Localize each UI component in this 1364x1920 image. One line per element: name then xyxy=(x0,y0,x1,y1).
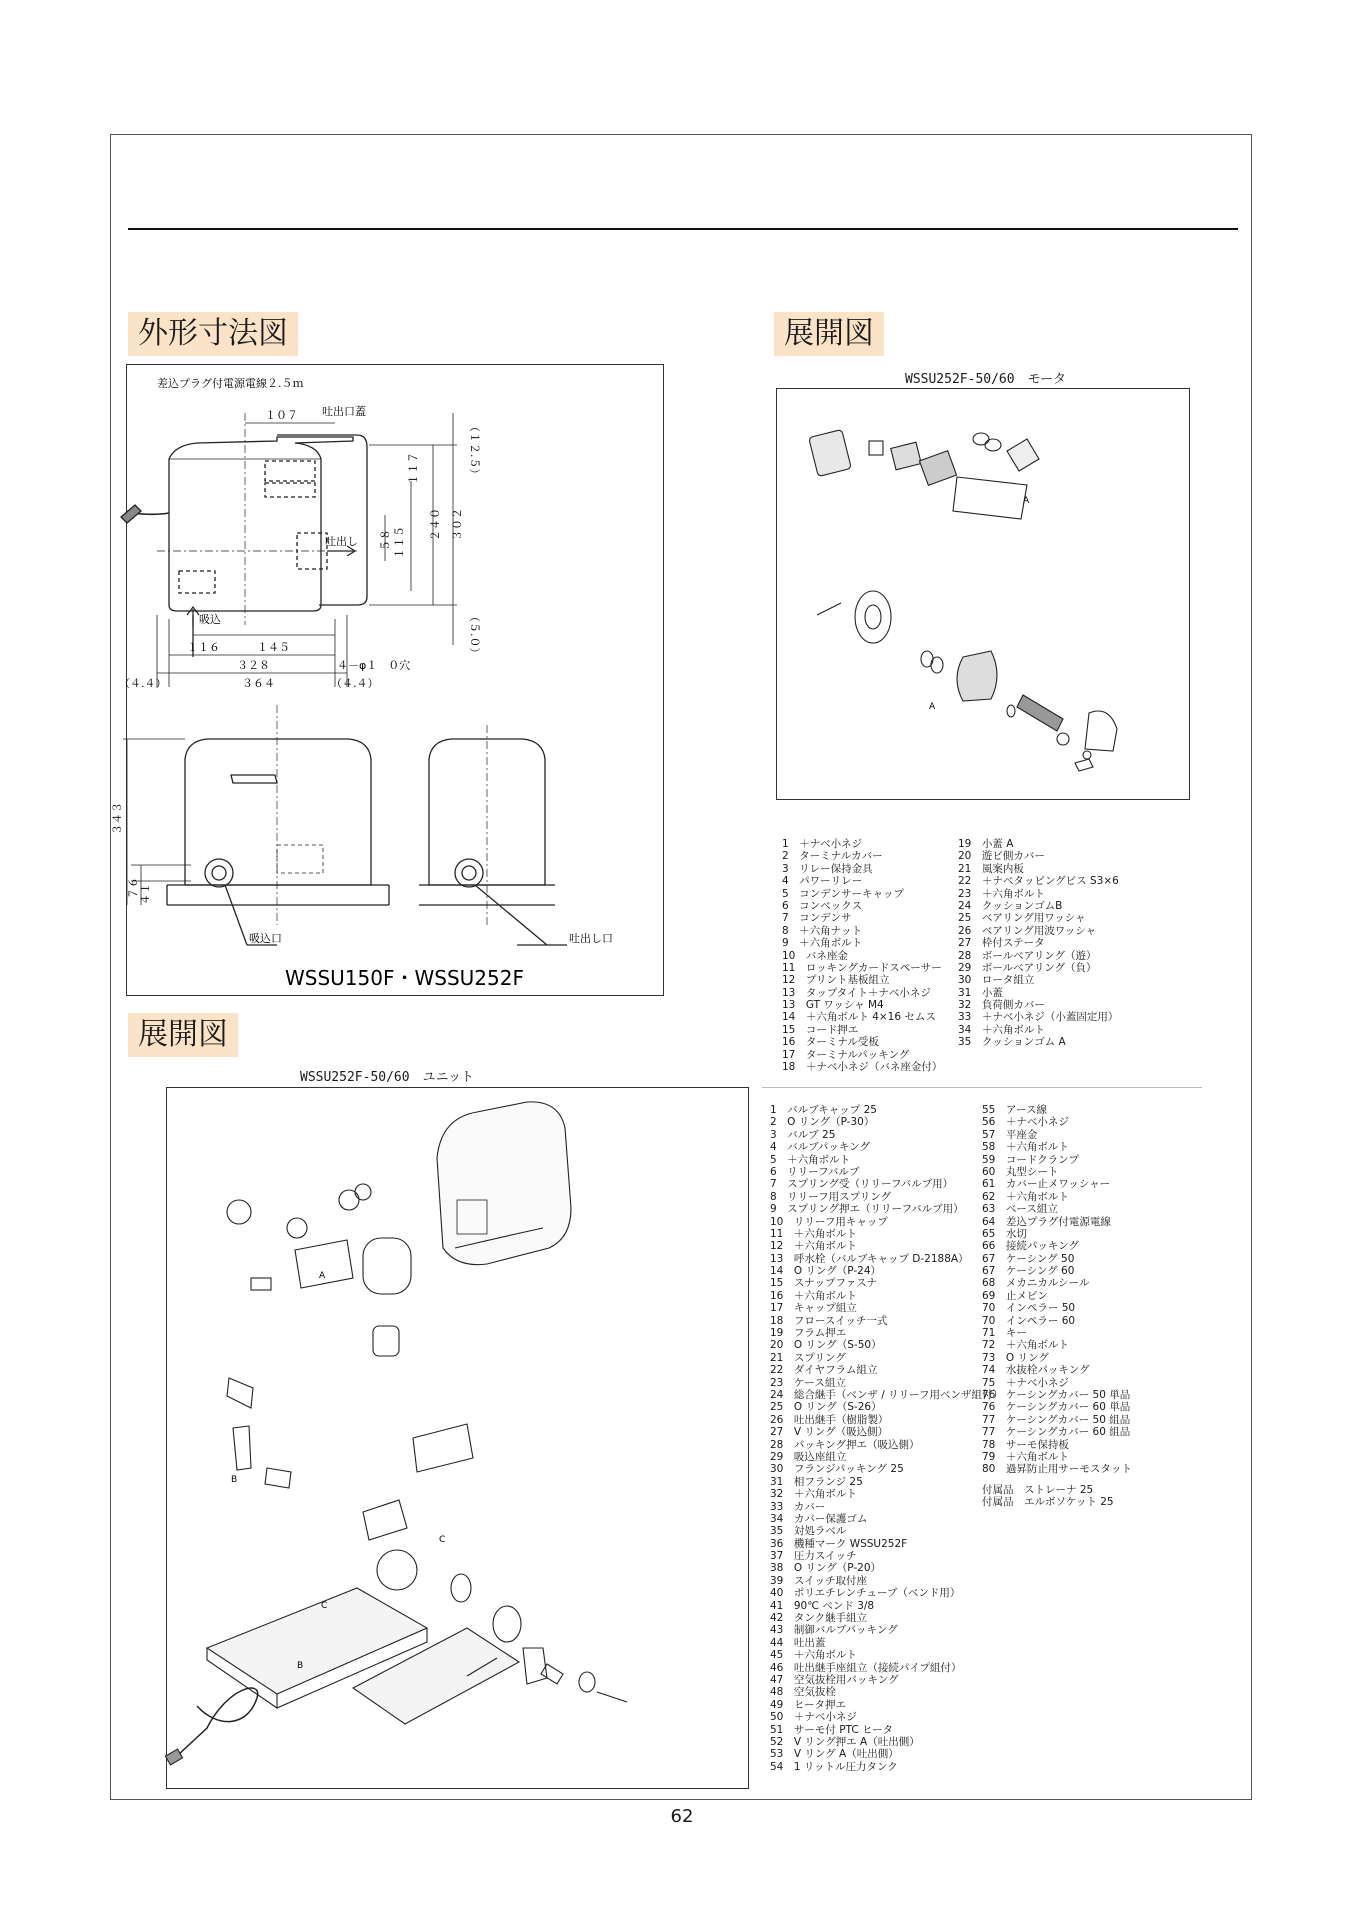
parts-list-item: 36 機種マーク WSSU252F xyxy=(770,1537,908,1550)
top-view-body xyxy=(169,437,353,611)
unit-accessories xyxy=(982,1484,1114,1509)
parts-list-item: 32 負荷側カバー xyxy=(958,999,1045,1012)
parts-list-item: 63 ベース組立 xyxy=(982,1203,1058,1216)
dim-302: ３０２ xyxy=(451,508,464,541)
intake-label: 吸込 xyxy=(199,613,221,626)
parts-list-item: 17 ターミナルパッキング xyxy=(782,1048,910,1061)
parts-list-item: 31 相フランジ 25 xyxy=(770,1475,863,1488)
parts-list-item: 24 クッションゴムB xyxy=(958,899,1063,912)
parts-list-item: 20 遊ビ側カバー xyxy=(958,850,1045,863)
parts-list-item: 付属品 ストレーナ 25 xyxy=(982,1484,1094,1496)
parts-list-item: 28 ボールベアリング（遊） xyxy=(958,949,1097,962)
dim-4-4-right: （４.４） xyxy=(331,677,379,690)
parts-list-item: 40 ポリエチレンチューブ（ベンド用） xyxy=(770,1587,961,1600)
parts-list-item: 9 スプリング押エ（リリーフバルブ用） xyxy=(770,1203,964,1216)
parts-list-item: 55 アース線 xyxy=(982,1104,1048,1116)
parts-list-item: 9 ＋六角ボルト xyxy=(782,937,863,950)
parts-list-item: 70 インペラー 60 xyxy=(982,1314,1076,1327)
parts-list-item: 51 サーモ付 PTC ヒータ xyxy=(770,1723,894,1736)
parts-list-item: 32 ＋六角ボルト xyxy=(770,1488,857,1501)
parts-list-item: 57 平座金 xyxy=(982,1128,1038,1141)
parts-list-item: 77 ケーシングカバー 60 組品 xyxy=(982,1426,1131,1439)
outline-drawing-panel xyxy=(111,364,664,996)
parts-divider xyxy=(762,1087,1202,1088)
parts-list-item: 67 ケーシング 60 xyxy=(982,1265,1075,1278)
side-outlet-label: 吐出し口 xyxy=(569,932,613,945)
dim-116: １１６ xyxy=(187,641,220,654)
dim-364: ３６４ xyxy=(242,677,275,690)
parts-list-item: 25 O リング（S-26） xyxy=(770,1401,882,1414)
parts-list-item: 35 クッションゴム A xyxy=(958,1036,1066,1049)
parts-list-item: 14 ＋六角ボルト 4×16 セムス xyxy=(782,1011,936,1024)
parts-list-item: 68 メカニカルシール xyxy=(982,1277,1090,1290)
parts-list-item: 44 吐出蓋 xyxy=(770,1636,826,1649)
parts-list-item: 23 ケース組立 xyxy=(770,1376,846,1389)
unit-letter-a: A xyxy=(319,1271,326,1281)
motor-caption: WSSU252F-50/60 モータ xyxy=(905,372,1067,387)
dim-343: ３４３ xyxy=(111,802,124,835)
parts-list-item: 72 ＋六角ボルト xyxy=(982,1339,1069,1352)
dim-12-5: （１２.５） xyxy=(468,421,481,480)
parts-list-item: 53 V リング A（吐出側） xyxy=(770,1748,899,1761)
parts-list-item: 5 ＋六角ボルト xyxy=(770,1153,851,1166)
parts-list-item: 25 ベアリング用ワッシャ xyxy=(958,912,1086,925)
parts-list-item: 46 吐出継手座組立（接続パイプ組付） xyxy=(770,1661,962,1674)
dim-145: １４５ xyxy=(257,641,290,654)
dim-117: １１７ xyxy=(407,452,420,485)
parts-list-item: 16 ＋六角ボルト xyxy=(770,1289,857,1302)
dim-115: １１５ xyxy=(393,526,406,559)
dim-328: ３２８ xyxy=(237,659,270,672)
parts-list-item: 78 サーモ保持板 xyxy=(982,1438,1069,1451)
parts-list-item: 64 差込プラグ付電源電線 xyxy=(982,1215,1111,1228)
model-label: WSSU150F・WSSU252F xyxy=(285,966,524,990)
front-view-body xyxy=(185,739,371,885)
parts-list-item: 73 O リング xyxy=(982,1351,1049,1364)
parts-list-item: 35 対処ラベル xyxy=(770,1525,847,1538)
dim-240: ２４０ xyxy=(429,508,442,541)
parts-list-item: 34 ＋六角ボルト xyxy=(958,1023,1045,1036)
parts-list-item: 71 キー xyxy=(982,1327,1027,1340)
motor-parts-col2 xyxy=(958,838,1119,1049)
parts-list-item: 67 ケーシング 50 xyxy=(982,1252,1075,1265)
parts-list-item: 26 ベアリング用波ワッシャ xyxy=(958,924,1096,937)
parts-list-item: 24 総合継手（ベンザ / リリーフ用ベンザ組付） xyxy=(770,1388,1004,1401)
parts-list-item: 69 止メピン xyxy=(982,1289,1048,1302)
dim-76: ７６ xyxy=(127,877,140,899)
parts-list-item: 26 吐出継手（樹脂製） xyxy=(770,1413,889,1426)
parts-list-item: 14 O リング（P-24） xyxy=(770,1265,882,1278)
parts-list-item: 30 ロータ組立 xyxy=(958,974,1035,987)
parts-list-item: 77 ケーシングカバー 50 組品 xyxy=(982,1413,1131,1426)
parts-list-item: 43 制御バルブパッキング xyxy=(770,1624,898,1637)
unit-parts-col2 xyxy=(982,1104,1132,1476)
parts-list-item: 75 ＋ナベ小ネジ xyxy=(982,1376,1069,1389)
parts-list-item: 80 過昇防止用サーモスタット xyxy=(982,1463,1132,1476)
parts-list-item: 33 カバー xyxy=(770,1500,826,1513)
parts-list-item: 19 小蓋 A xyxy=(958,838,1014,850)
parts-list-item: 7 コンデンサ xyxy=(782,912,852,925)
motor-exploded-panel xyxy=(776,388,1190,800)
holes-label: ４－φ１ ０穴 xyxy=(337,659,411,672)
unit-letter-c1: C xyxy=(439,1535,446,1545)
parts-list-item: 49 ヒータ押エ xyxy=(770,1698,846,1711)
parts-list-item: 21 スプリング xyxy=(770,1351,846,1364)
parts-list-item: 8 リリーフ用スプリング xyxy=(770,1190,892,1203)
parts-list-item: 付属品 エルボソケット 25 xyxy=(982,1496,1114,1509)
parts-list-item: 61 カバー止メワッシャー xyxy=(982,1178,1111,1191)
dim-58: ５８ xyxy=(379,529,392,551)
parts-list-item: 47 空気抜栓用パッキング xyxy=(770,1673,899,1686)
parts-list-item: 2 O リング（P-30） xyxy=(770,1116,875,1129)
unit-exploded-panel xyxy=(166,1087,749,1789)
parts-list-item: 20 O リング（S-50） xyxy=(770,1339,882,1352)
parts-list-item: 37 圧力スイッチ xyxy=(770,1550,857,1563)
parts-list-item: 6 コンベックス xyxy=(782,899,863,912)
parts-list-item: 19 フラム押エ xyxy=(770,1327,847,1340)
parts-list-item: 62 ＋六角ボルト xyxy=(982,1190,1069,1203)
parts-list-item: 70 インペラー 50 xyxy=(982,1302,1076,1315)
parts-list-item: 59 コードクランプ xyxy=(982,1153,1080,1166)
motor-letter-a2: A xyxy=(929,702,936,712)
cord-label: 差込プラグ付電源電線２.５ｍ xyxy=(157,377,304,390)
parts-list-item: 65 水切 xyxy=(982,1227,1027,1240)
parts-list-item: 29 吸込座組立 xyxy=(770,1450,847,1463)
parts-list-item: 74 水抜栓パッキング xyxy=(982,1364,1090,1377)
parts-list-item: 79 ＋六角ボルト xyxy=(982,1450,1069,1463)
parts-list-item: 76 ケーシングカバー 50 単品 xyxy=(982,1388,1131,1401)
parts-list-item: 66 接続パッキング xyxy=(982,1240,1080,1253)
parts-list-item: 15 スナップファスナ xyxy=(770,1277,878,1290)
parts-list-item: 13 タップタイト＋ナベ小ネジ xyxy=(782,986,931,999)
parts-list-item: 6 リリーフバルブ xyxy=(770,1165,860,1178)
parts-list-item: 4 パワーリレー xyxy=(782,875,863,888)
motor-letter-a1: A xyxy=(1023,496,1030,506)
parts-list-item: 22 ＋ナベタッピングビス S3×6 xyxy=(958,875,1119,888)
parts-list-item: 28 パッキング押エ（吸込側） xyxy=(770,1438,920,1451)
parts-list-item: 45 ＋六角ボルト xyxy=(770,1649,857,1662)
parts-list-item: 13 GT ワッシャ M4 xyxy=(782,999,884,1012)
parts-list-item: 18 ＋ナベ小ネジ（バネ座金付） xyxy=(782,1061,943,1074)
dim-107: １０７ xyxy=(265,409,298,422)
outline-drawing xyxy=(111,365,663,995)
parts-list-item: 33 ＋ナベ小ネジ（小蓋固定用） xyxy=(958,1011,1119,1024)
parts-list-item: 58 ＋六角ボルト xyxy=(982,1141,1069,1154)
header-rule xyxy=(128,228,1238,230)
parts-list-item: 54 1 リットル圧力タンク xyxy=(770,1760,898,1773)
unit-letter-b2: B xyxy=(297,1661,304,1671)
parts-list-item: 27 枠付ステータ xyxy=(958,937,1045,950)
motor-parts-col1 xyxy=(782,838,942,1073)
unit-parts-col1 xyxy=(770,1104,1003,1773)
parts-list-item: 56 ＋ナベ小ネジ xyxy=(982,1116,1069,1129)
parts-list-item: 29 ボールベアリング（負） xyxy=(958,961,1097,974)
parts-list-item: 12 プリント基板組立 xyxy=(782,974,890,987)
parts-list-item: 15 コード押エ xyxy=(782,1023,859,1036)
front-intake-label: 吸込口 xyxy=(249,932,282,945)
parts-list-item: 27 V リング（吸込側） xyxy=(770,1426,889,1439)
parts-list-item: 13 呼水栓（バルブキャップ D-2188A） xyxy=(770,1252,969,1265)
parts-list-item: 34 カバー保護ゴム xyxy=(770,1512,868,1525)
parts-list-item: 3 バルブ 25 xyxy=(770,1128,836,1141)
parts-list-item: 1 ＋ナベ小ネジ xyxy=(782,838,863,850)
heading-exploded-motor: 展開図 xyxy=(774,312,884,356)
parts-list-item: 23 ＋六角ボルト xyxy=(958,887,1045,900)
unit-caption: WSSU252F-50/60 ユニット xyxy=(300,1070,475,1085)
dim-5-0: （５.０） xyxy=(468,611,481,659)
parts-list-item: 12 ＋六角ボルト xyxy=(770,1240,857,1253)
parts-list-item: 48 空気抜栓 xyxy=(770,1686,836,1699)
parts-list-item: 60 丸型シート xyxy=(982,1165,1059,1178)
parts-list-item: 4 バルブパッキング xyxy=(770,1141,871,1154)
parts-list-item: 8 ＋六角ナット xyxy=(782,924,862,937)
parts-list-item: 21 風案内板 xyxy=(958,862,1024,875)
dim-4-4-left: （４.４） xyxy=(119,677,167,690)
parts-list-item: 18 フロースイッチ一式 xyxy=(770,1314,888,1327)
parts-list-item: 11 ＋六角ボルト xyxy=(770,1227,857,1240)
parts-list-item: 10 バネ座金 xyxy=(782,949,848,962)
parts-list-item: 39 スイッチ取付座 xyxy=(770,1574,867,1587)
heading-exploded-unit: 展開図 xyxy=(128,1013,238,1057)
parts-list-item: 52 V リング押エ A（吐出側） xyxy=(770,1735,920,1748)
outlet-cover-label: 吐出口蓋 xyxy=(322,405,366,418)
parts-list-item: 10 リリーフ用キャップ xyxy=(770,1215,888,1228)
dim-41: ４１ xyxy=(139,883,152,905)
parts-list-item: 41 90℃ ベンド 3/8 xyxy=(770,1599,875,1612)
unit-exploded-drawing xyxy=(167,1088,748,1788)
parts-list-item: 7 スプリング受（リリーフバルブ用） xyxy=(770,1178,954,1191)
page-number: 62 xyxy=(670,1806,694,1827)
unit-letter-b1: B xyxy=(231,1475,238,1485)
parts-list-item: 16 ターミナル受板 xyxy=(782,1036,879,1049)
parts-list-item: 2 ターミナルカバー xyxy=(782,850,883,863)
parts-list-item: 76 ケーシングカバー 60 単品 xyxy=(982,1401,1131,1414)
parts-list-item: 22 ダイヤフラム組立 xyxy=(770,1364,878,1377)
motor-exploded-drawing xyxy=(777,389,1189,799)
parts-list-item: 1 バルブキャップ 25 xyxy=(770,1104,877,1116)
parts-list-item: 5 コンデンサーキャップ xyxy=(782,887,904,900)
parts-list-item: 38 O リング（P-20） xyxy=(770,1562,882,1575)
parts-list-item: 30 フランジパッキング 25 xyxy=(770,1463,904,1476)
parts-list-item: 3 リレー保持金具 xyxy=(782,862,873,875)
parts-list-item: 42 タンク継手組立 xyxy=(770,1612,868,1625)
heading-outline: 外形寸法図 xyxy=(128,312,298,356)
parts-list-item: 17 キャップ組立 xyxy=(770,1302,857,1315)
unit-letter-c2: C xyxy=(321,1601,328,1611)
parts-list-item: 50 ＋ナベ小ネジ xyxy=(770,1711,857,1724)
parts-list-item: 31 小蓋 xyxy=(958,986,1003,999)
outlet-label: 吐出し xyxy=(325,535,358,548)
parts-list-item: 11 ロッキングカードスペーサー xyxy=(782,961,942,974)
